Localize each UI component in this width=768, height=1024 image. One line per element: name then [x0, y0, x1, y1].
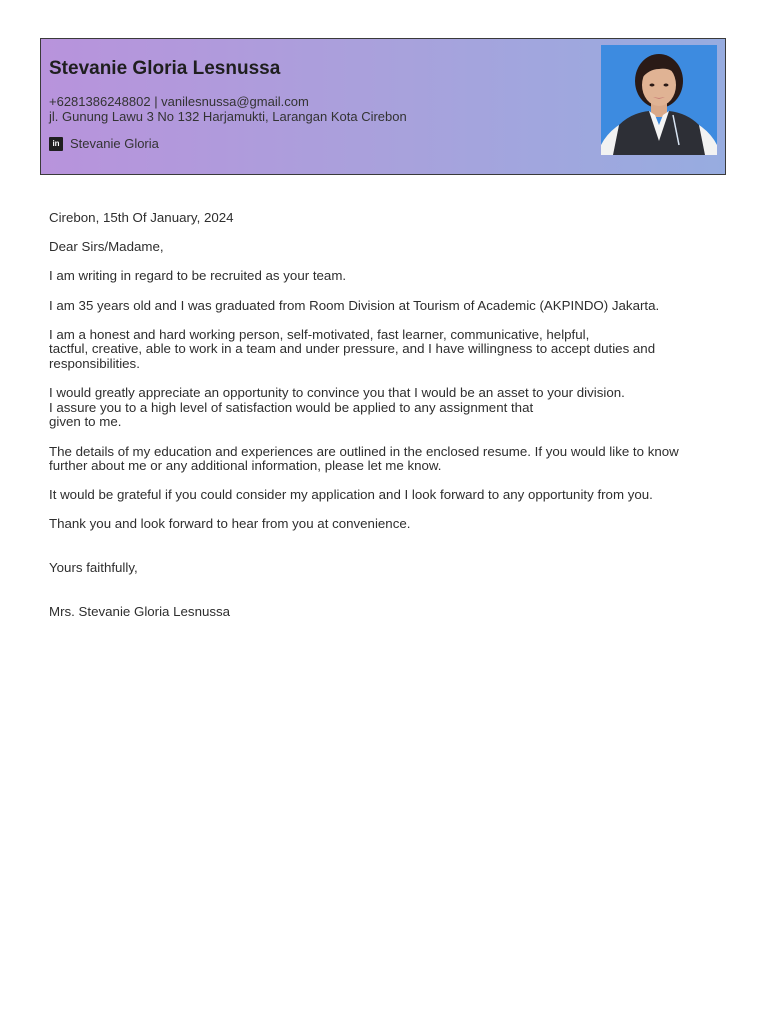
paragraph-appreciation [49, 386, 709, 430]
contact-info [49, 94, 407, 124]
paragraph-personality-line: tactful, creative, able to work in a team and under pressure, and I have willingness to accept duties and [49, 341, 656, 357]
linkedin-icon: in [49, 137, 63, 151]
linkedin-name: Stevanie Gloria [70, 136, 159, 151]
paragraph-personality [49, 328, 709, 372]
letter-header [40, 38, 726, 175]
paragraph-resume-line: The details of my education and experiences are outlined in the enclosed resume. If you would like to know [49, 443, 679, 459]
paragraph-thanks: Thank you and look forward to hear from you at convenience. [49, 516, 411, 532]
signature-name: Mrs. Stevanie Gloria Lesnussa [49, 603, 231, 619]
paragraph-consideration: It would be grateful if you could consider my application and I look forward to any opportunity from you. [49, 487, 653, 503]
salutation: Dear Sirs/Madame, [49, 239, 164, 255]
paragraph-personality-line: responsibilities. [49, 355, 140, 371]
paragraph-personality-line: I am a honest and hard working person, self-motivated, fast learner, communicative, helpful, [49, 326, 590, 342]
paragraph-appreciation-line: given to me. [49, 414, 122, 430]
paragraph-appreciation-line: I assure you to a high level of satisfaction would be applied to any assignment that [49, 399, 534, 415]
address-line: jl. Gunung Lawu 3 No 132 Harjamukti, Larangan Kota Cirebon [49, 109, 407, 124]
cover-letter-body [49, 211, 709, 619]
letter-date: Cirebon, 15th Of January, 2024 [49, 210, 234, 225]
linkedin-profile[interactable] [49, 136, 159, 151]
profile-photo [601, 45, 717, 155]
paragraph-resume [49, 445, 709, 474]
paragraph-resume-line: further about me or any additional information, please let me know. [49, 458, 442, 474]
phone-email-line: +6281386248802 | vanilesnussa@gmail.com [49, 94, 309, 109]
paragraph-appreciation-line: I would greatly appreciate an opportunity to convince you that I would be an asset to your division. [49, 385, 625, 401]
paragraph-intro: I am writing in regard to be recruited as your team. [49, 268, 347, 284]
applicant-name: Stevanie Gloria Lesnussa [49, 58, 281, 79]
closing: Yours faithfully, [49, 560, 138, 576]
paragraph-education: I am 35 years old and I was graduated from Room Division at Tourism of Academic (AKPINDO) Jakarta. [49, 297, 660, 313]
